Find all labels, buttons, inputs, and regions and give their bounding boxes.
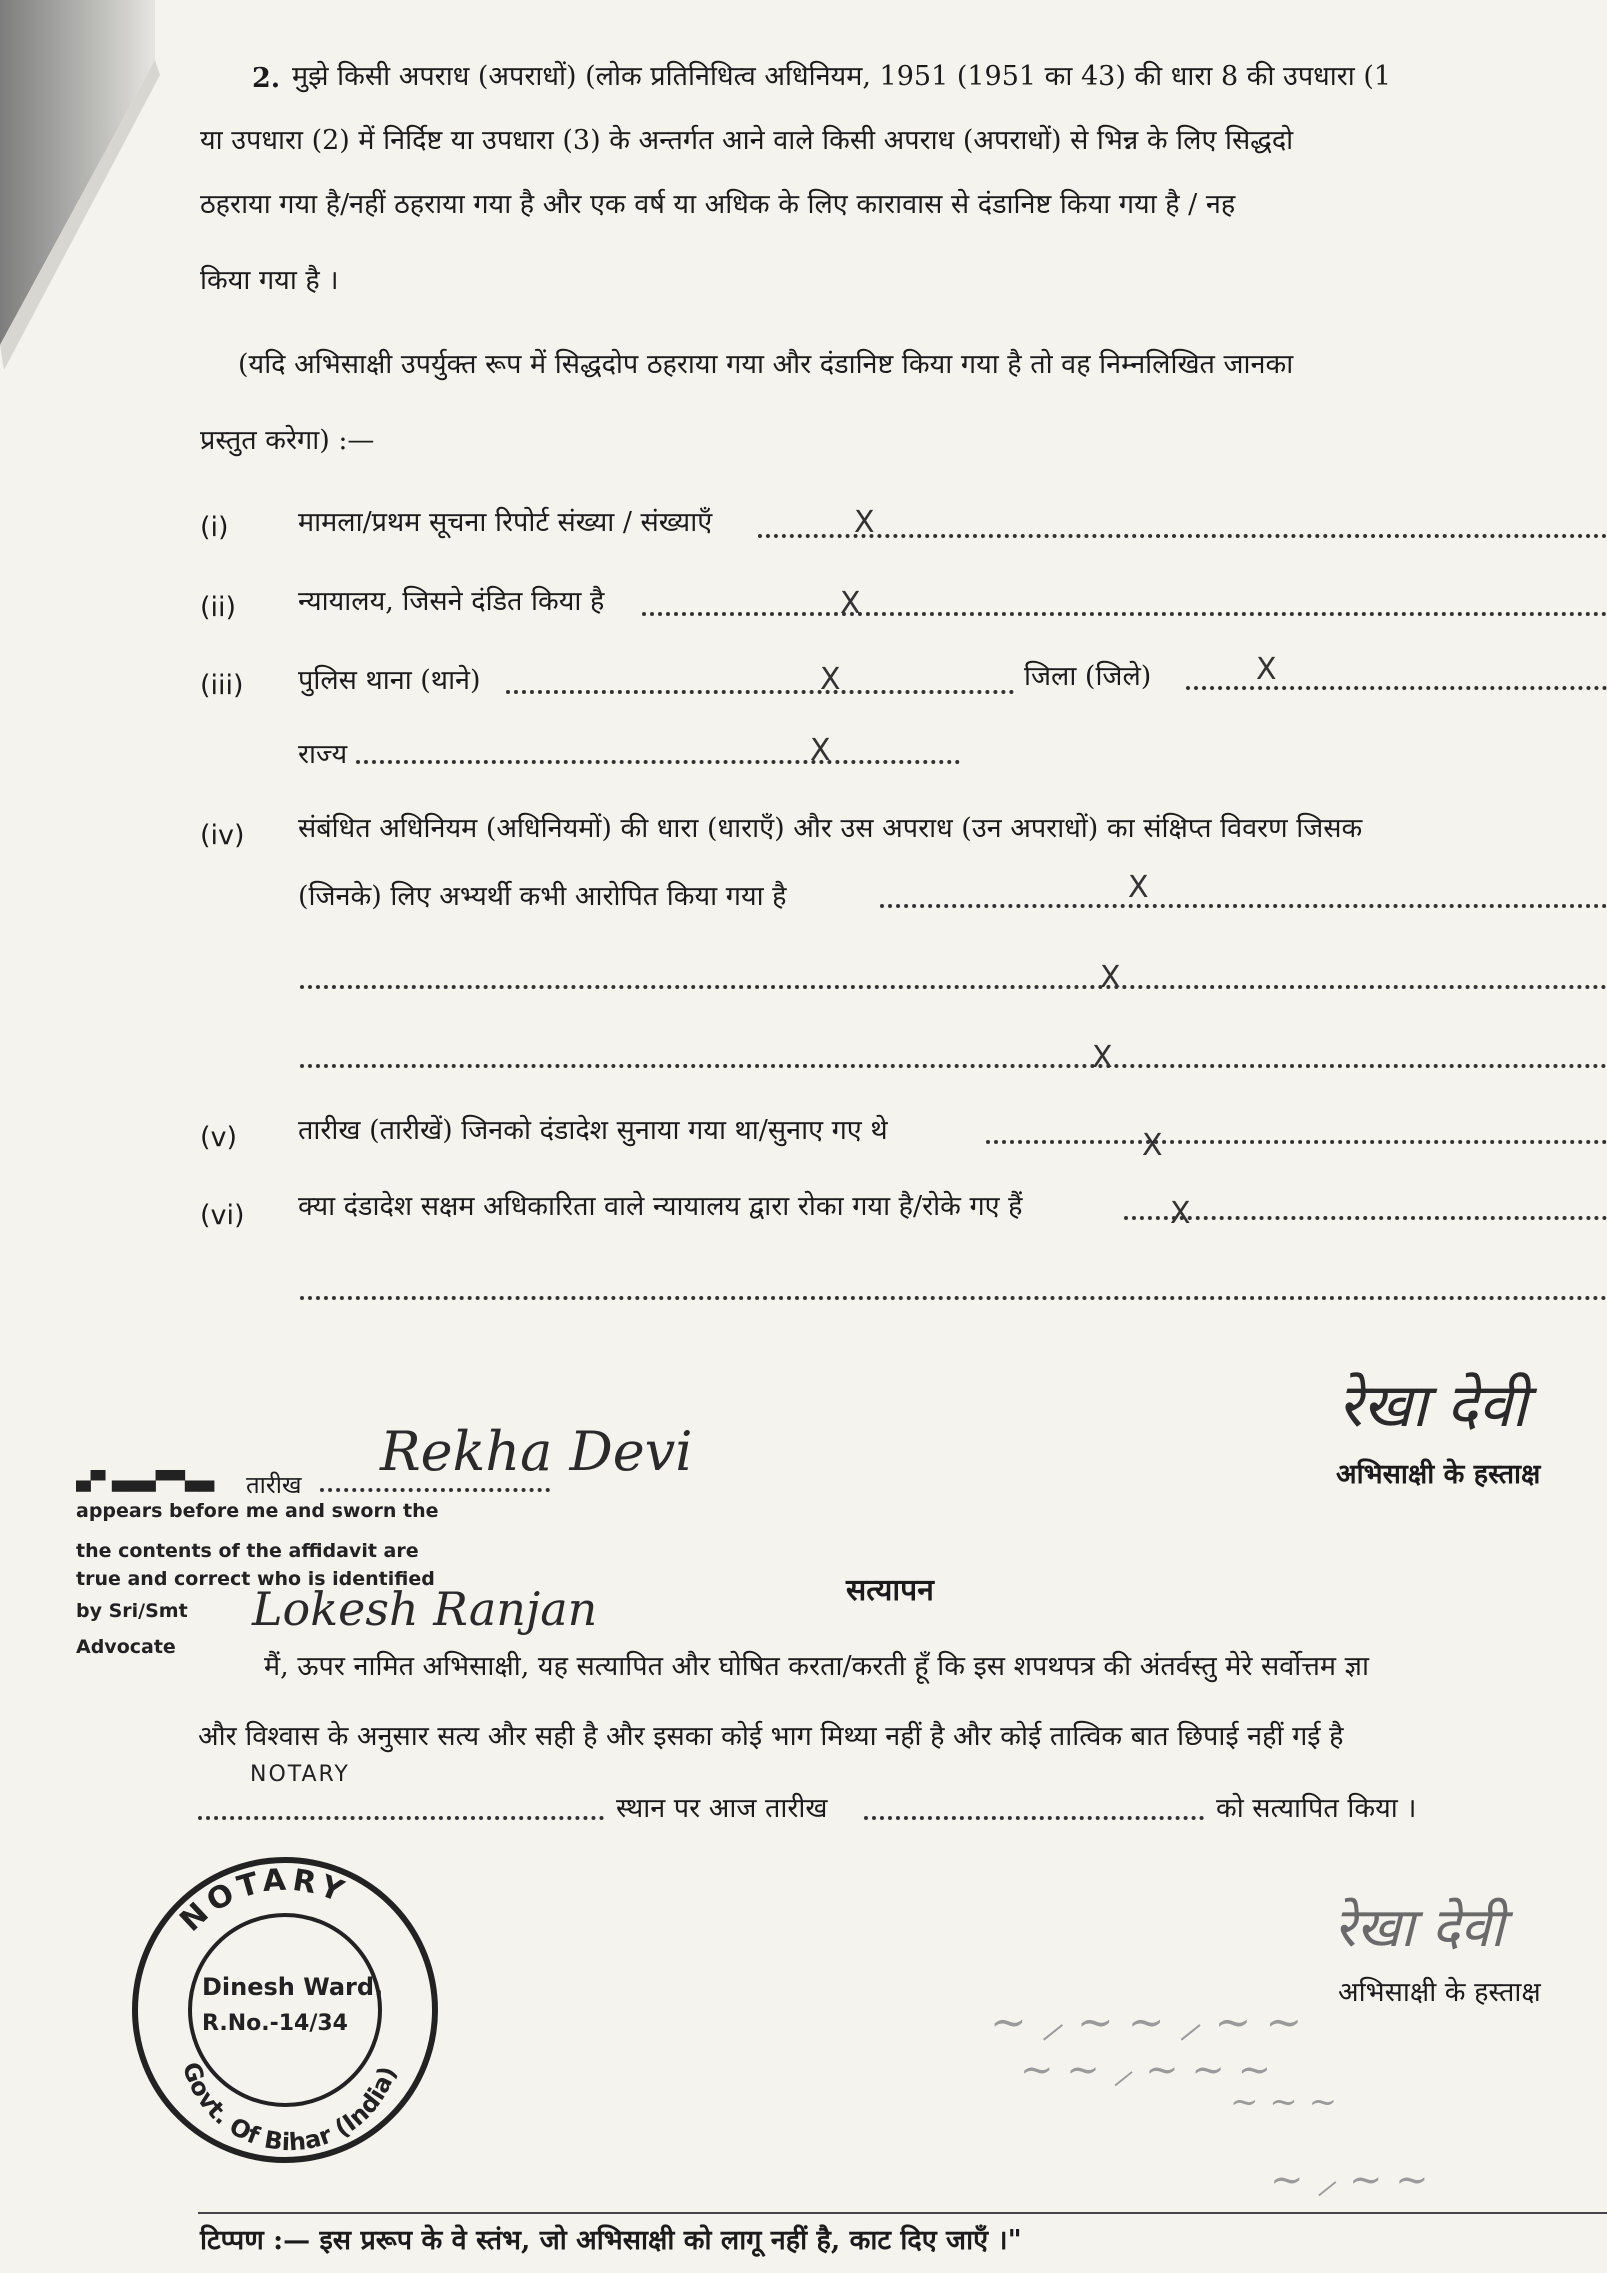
item-iii-police-cross: X bbox=[820, 662, 841, 697]
verification-date-fill bbox=[864, 1816, 1204, 1820]
item-v-cross: X bbox=[1142, 1128, 1163, 1163]
item-ii-cross: X bbox=[840, 586, 861, 621]
item-iii-district-fill bbox=[1186, 686, 1607, 690]
item-iv-cross-3: X bbox=[1092, 1040, 1113, 1075]
note-line1: (यदि अभिसाक्षी उपर्युक्त रूप में सिद्धदोप ठहराया गया और दंडानिष्ट किया गया है तो वह निम्नलिखित जानका bbox=[238, 349, 1294, 380]
item-iv-line1: संबंधित अधिनियम (अधिनियमों) की धारा (धाराएँ) और उस अपराध (उन अपराधों) का संक्षिप्त विवरण जिसक bbox=[298, 813, 1363, 844]
item-iii-district-label: जिला (जिले) bbox=[1024, 661, 1152, 692]
item-i-label: मामला/प्रथम सूचना रिपोर्ट संख्या / संख्याएँ bbox=[298, 507, 713, 538]
item-i-cross: X bbox=[854, 505, 875, 540]
item-ii-label: न्यायालय, जिसने दंडित किया है bbox=[298, 586, 605, 617]
item-v-label: तारीख (तारीखें) जिनको दंडादेश सुनाया गया था/सुनाए गए थे bbox=[298, 1115, 888, 1146]
para2-line4: किया गया है । bbox=[200, 265, 339, 296]
item-iii-state-label: राज्य bbox=[298, 739, 348, 770]
para2-line2: या उपधारा (2) में निर्दिष्ट या उपधारा (3) के अन्तर्गत आने वाले किसी अपराध (अपराधों) से भिन्न के लिए सिद्धदो bbox=[200, 125, 1294, 156]
stamp-top-text: NOTARY bbox=[173, 1862, 353, 1939]
notary-small-label: NOTARY bbox=[250, 1762, 350, 1787]
stamp-reg: R.No.-14/34 bbox=[202, 2011, 348, 2036]
item-iii-number: (iii) bbox=[200, 670, 244, 701]
item-iv-cross-2: X bbox=[1100, 960, 1121, 995]
verification-line3a: स्थान पर आज तारीख bbox=[616, 1793, 828, 1824]
note-line2: प्रस्तुत करेगा) :— bbox=[200, 425, 375, 456]
item-vi-fill bbox=[1124, 1216, 1607, 1220]
stamp-name: Dinesh Ward. bbox=[202, 1973, 384, 2001]
item-iv-fill-3 bbox=[300, 1064, 1607, 1068]
stamp-bottom-text: Govt. Of Bihar (India) bbox=[176, 2058, 402, 2157]
notary-date-fill bbox=[320, 1488, 550, 1492]
verification-title: सत्यापन bbox=[846, 1573, 934, 1608]
pencil-scribble-2: ~ ~ ⸝ ~ ~ ~ bbox=[1020, 2047, 1272, 2093]
item-vi-fill-2 bbox=[300, 1296, 1607, 1300]
item-v-number: (v) bbox=[200, 1122, 238, 1153]
item-vi-number: (vi) bbox=[200, 1200, 245, 1231]
verification-line3b: को सत्यापित किया । bbox=[1216, 1793, 1417, 1824]
pencil-scribble-3: ~ ~ ~ bbox=[1230, 2082, 1338, 2122]
item-vi-cross: X bbox=[1170, 1196, 1191, 1231]
notary-date-label: तारीख bbox=[246, 1471, 302, 1499]
notary-text-line1: appears before me and sworn the bbox=[76, 1500, 439, 1522]
item-iv-number: (iv) bbox=[200, 820, 245, 851]
item-iv-line2: (जिनके) लिए अभ्यर्थी कभी आरोपित किया गया है bbox=[298, 881, 787, 912]
notary-text-line2: the contents of the affidavit are bbox=[76, 1540, 419, 1562]
item-iv-fill-1 bbox=[880, 904, 1607, 908]
notary-handwritten-signature: Rekha Devi bbox=[380, 1420, 693, 1483]
item-i-number: (i) bbox=[200, 512, 229, 543]
deponent-signature-2: रेखा देवी bbox=[1334, 1896, 1505, 1959]
item-v-fill bbox=[986, 1140, 1607, 1144]
item-iii-state-cross: X bbox=[810, 733, 831, 768]
notary-text-line3: true and correct who is identified bbox=[76, 1568, 435, 1590]
verification-line1: मैं, ऊपर नामित अभिसाक्षी, यह सत्यापित और घोषित करता/करती हूँ कि इस शपथपत्र की अंतर्वस्तु मेरे सर्वोत्तम ज्ञा bbox=[264, 1651, 1369, 1682]
item-iii-police-fill bbox=[506, 690, 1014, 694]
para2-line1: मुझे किसी अपराध (अपराधों) (लोक प्रतिनिधित्व अधिनियम, 1951 (1951 का 43) की धारा 8 की उपधारा (1 bbox=[292, 61, 1392, 92]
item-iii-label: पुलिस थाना (थाने) bbox=[298, 665, 481, 696]
deponent-signature-label-1: अभिसाक्षी के हस्ताक्ष bbox=[1336, 1459, 1541, 1490]
item-iv-cross-1: X bbox=[1128, 870, 1149, 905]
para2-number: 2. bbox=[252, 63, 281, 94]
identifier-handwritten-signature: Lokesh Ranjan bbox=[252, 1582, 598, 1636]
notary-text-line5: Advocate bbox=[76, 1636, 176, 1658]
footnote-rule bbox=[198, 2212, 1607, 2214]
notary-text-line4: by Sri/Smt bbox=[76, 1600, 188, 1622]
item-iv-fill-2 bbox=[300, 985, 1607, 989]
para2-line3: ठहराया गया है/नहीं ठहराया गया है और एक वर्ष या अधिक के लिए कारावास से दंडानिष्ट किया गया है / नह bbox=[200, 189, 1236, 220]
deponent-signature-label-2: अभिसाक्षी के हस्ताक्ष bbox=[1338, 1977, 1541, 2008]
item-vi-label: क्या दंडादेश सक्षम अधिकारिता वाले न्यायालय द्वारा रोका गया है/रोके गए हैं bbox=[298, 1191, 1023, 1222]
item-iii-district-cross: X bbox=[1256, 652, 1277, 687]
item-iii-state-fill bbox=[356, 760, 960, 764]
deponent-signature-1: रेखा देवी bbox=[1338, 1371, 1527, 1441]
notary-stamp bbox=[120, 1845, 450, 2175]
pencil-scribble-1: ~ ⸝ ~ ~ ⸝ ~ ~ bbox=[990, 1997, 1303, 2048]
svg-text:NOTARY bbox=[173, 1862, 352, 1938]
verification-place-fill bbox=[198, 1816, 604, 1820]
pencil-scribble-4: ~ ⸝ ~ ~ bbox=[1270, 2157, 1429, 2203]
verification-line2: और विश्वास के अनुसार सत्य और सही है और इसका कोई भाग मिथ्या नहीं है और कोई तात्विक बात छिपाई नहीं गई है bbox=[198, 1721, 1344, 1752]
item-ii-number: (ii) bbox=[200, 592, 237, 623]
footnote-text: टिप्पण :— इस प्ररूप के वे स्तंभ, जो अभिसाक्षी को लागू नहीं है, काट दिए जाएँ ।" bbox=[200, 2225, 1022, 2256]
notary-text-line0: ▄▀ ▄▄▄▀▀▄▄ bbox=[76, 1470, 215, 1492]
item-ii-fill-line bbox=[642, 612, 1607, 616]
item-i-fill-line bbox=[758, 534, 1607, 538]
